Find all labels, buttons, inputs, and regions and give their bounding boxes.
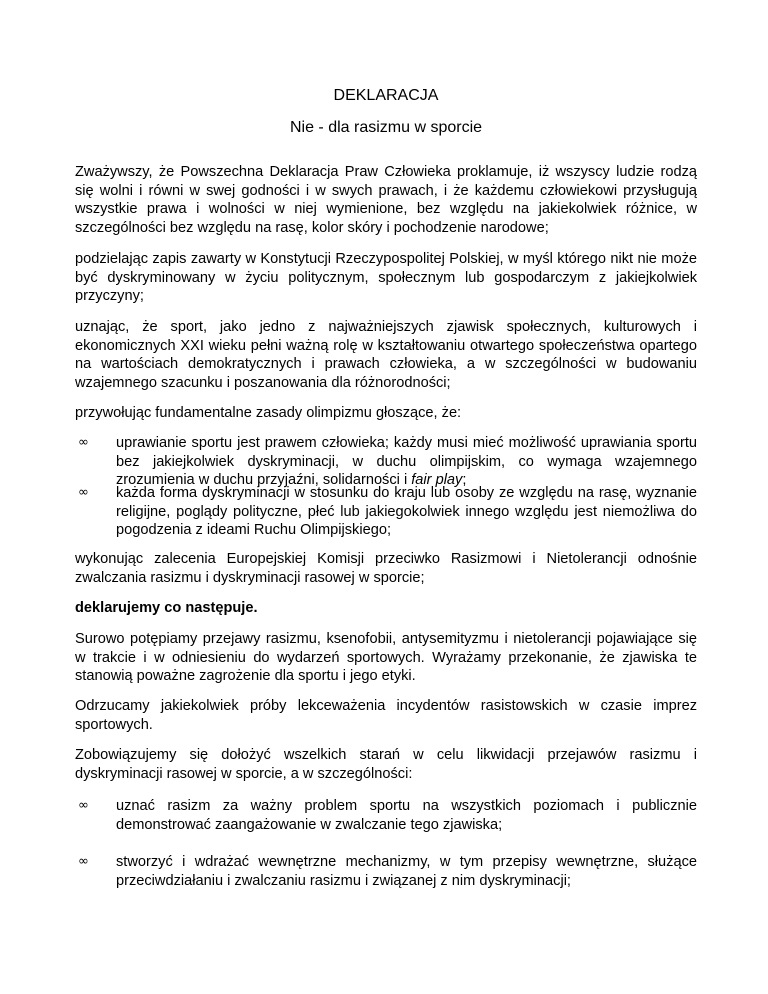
paragraph-constitution: podzielając zapis zawarty w Konstytucji Rzeczypospolitej Polskiej, w myśl którego nikt nie może być dyskryminowany w życiu politycznym, społecznym lub gospodarczym z jakiejkolwiek przyczyny;: [75, 251, 697, 305]
fair-play-italic: fair play: [411, 472, 463, 489]
paragraph-preamble-declaration: Zważywszy, że Powszechna Deklaracja Praw Człowieka proklamuje, iż wszyscy ludzie rodzą się wolni i równi w swej godności i w swych prawach, i że każdemu człowiekowi przysługują wszystkie prawa i wolności w niej wymienione, bez względu na jakiekolwiek różnice, w szczególności bez względu na rasę, kolor skóry i pochodzenie narodowe;: [75, 164, 697, 236]
bullet-icon: ∞: [78, 798, 89, 813]
paragraph-reject: Odrzucamy jakiekolwiek próby lekceważenia incydentów rasistowskich w czasie imprez sportowych.: [75, 698, 697, 733]
document-subtitle: Nie - dla rasizmu w sporcie: [289, 119, 483, 136]
paragraph-sport-role: uznając, że sport, jako jedno z najważniejszych zjawisk społecznych, kulturowych i ekonomicznych XXI wieku pełni ważną rolę w kształtowaniu otwartego społeczeństwa opartego na wartościach demokratycznych i prawach człowieka, a w szczególności w budowaniu wzajemnego szacunku i poszanowania dla różnorodności;: [75, 319, 697, 391]
bullet-icon: ∞: [78, 485, 89, 500]
paragraph-commit: Zobowiązujemy się dołożyć wszelkich starań w celu likwidacji przejawów rasizmu i dyskryminacji rasowej w sporcie, a w szczególności:: [75, 747, 697, 782]
bullet-text: stworzyć i wdrażać wewnętrzne mechanizmy, w tym przepisy wewnętrzne, służące przeciwdziałaniu i zwalczaniu rasizmu i związanej z nim dyskryminacji;: [116, 854, 697, 889]
bullet-text: uznać rasizm za ważny problem sportu na wszystkich poziomach i publicznie demonstrować zaangażowanie w zwalczanie tego zjawiska;: [116, 798, 697, 833]
paragraph-ecri: wykonując zalecenia Europejskiej Komisji przeciwko Rasizmowi i Nietolerancji odnośnie zwalczania rasizmu i dyskryminacji rasowej w sporcie;: [75, 551, 697, 586]
bullet-icon: ∞: [78, 854, 89, 869]
paragraph-condemn: Surowo potępiamy przejawy rasizmu, ksenofobii, antysemityzmu i nietolerancji pojawiające się w trakcie i w odniesieniu do wydarzeń sportowych. Wyrażamy przekonanie, że zjawiska te stanowią poważne zagrożenie dla sportu i jego etyki.: [75, 631, 697, 685]
document-title: DEKLARACJA: [333, 87, 439, 104]
bullet-text: każda forma dyskryminacji w stosunku do kraju lub osoby ze względu na rasę, wyznanie religijne, poglądy polityczne, płeć lub jakiegokolwiek innego względu jest niemożliwa do pogodzenia z ideami Ruchu Olimpijskiego;: [116, 485, 697, 539]
paragraph-olympism: przywołując fundamentalne zasady olimpizmu głoszące, że:: [75, 405, 462, 421]
bullet-text: uprawianie sportu jest prawem człowieka; każdy musi mieć możliwość uprawiania sportu bez jakiejkolwiek dyskryminacji, w duchu olimpijskim, co wymaga wzajemnego zrozumienia w duchu przyjaźni, solidarności i fair play;: [116, 435, 697, 489]
paragraph-declare-heading: deklarujemy co następuje.: [75, 600, 258, 616]
bullet-icon: ∞: [78, 435, 89, 450]
